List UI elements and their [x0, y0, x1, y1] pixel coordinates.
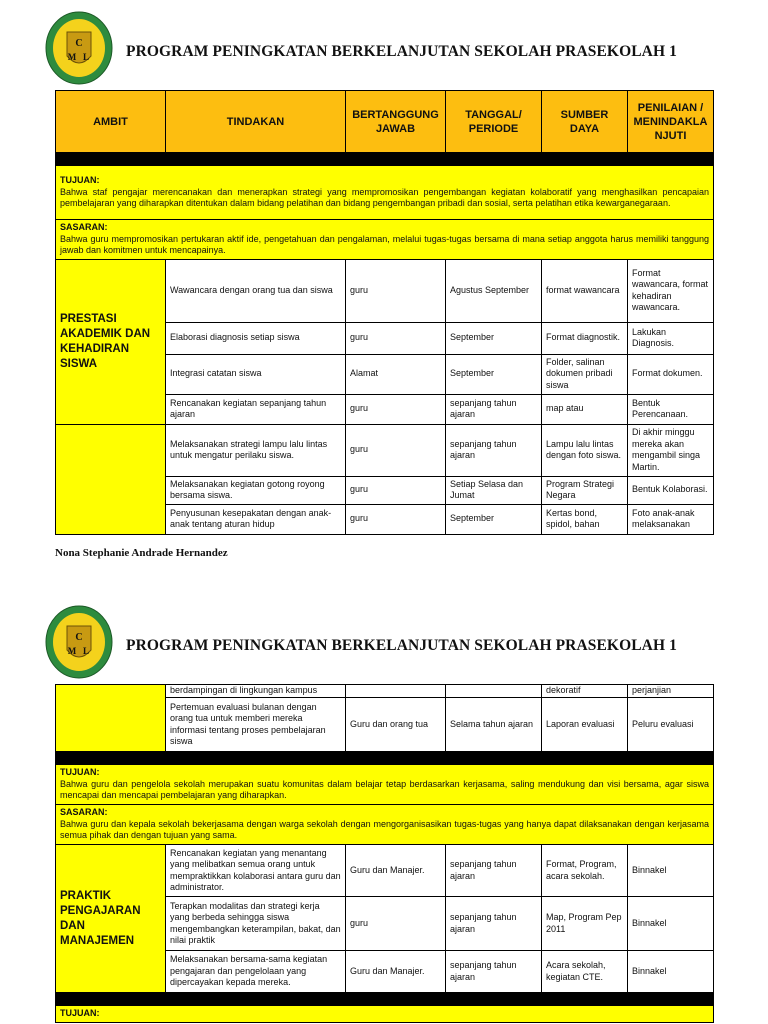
school-logo-icon [44, 10, 114, 86]
responsible-cell: guru [346, 504, 446, 534]
logo-initial-c: C [75, 38, 83, 49]
evaluation-cell: perjanjian [628, 685, 714, 698]
ambit-cell-continued [56, 424, 166, 534]
col-header-penilaian: PENILAIAN / MENINDAKLA NJUTI [628, 91, 714, 153]
svg-text:C: C [75, 632, 83, 643]
ambit-cell: PRESTASI AKADEMIK DAN KEHADIRAN SISWA [56, 259, 166, 424]
responsible-cell: guru [346, 259, 446, 322]
sasaran-text: Bahwa guru dan kepala sekolah bekerjasama dengan warga sekolah dengan mengorganisasikan tugas-tugas yang hanya dapat dilaksanakan dengan kerjasama semua pihak dan dengan tujuan yang sama. [60, 818, 709, 841]
resource-cell: Acara sekolah, kegiatan CTE. [542, 951, 628, 993]
evaluation-cell: Lakukan Diagnosis. [628, 322, 714, 354]
responsible-cell: guru [346, 897, 446, 951]
resource-cell: Map, Program Pep 2011 [542, 897, 628, 951]
evaluation-cell: Bentuk Perencanaan. [628, 394, 714, 424]
tujuan-label: TUJUAN: [60, 175, 100, 186]
period-cell: Setiap Selasa dan Jumat [446, 476, 542, 504]
tindakan-cell: Melaksanakan kegiatan gotong royong bersama siswa. [166, 476, 346, 504]
table-row [56, 845, 714, 897]
responsible-cell: guru [346, 322, 446, 354]
table-row [56, 685, 714, 698]
document-title: PROGRAM PENINGKATAN BERKELANJUTAN SEKOLAH PRASEKOLAH 1 [126, 637, 677, 654]
section-divider [56, 153, 714, 166]
svg-text:L: L [82, 52, 90, 62]
tindakan-cell: Elaborasi diagnosis setiap siswa [166, 322, 346, 354]
resource-cell: Program Strategi Negara [542, 476, 628, 504]
page-header [0, 10, 768, 90]
period-cell: sepanjang tahun ajaran [446, 394, 542, 424]
evaluation-cell: Binnakel [628, 845, 714, 897]
table-row [56, 424, 714, 476]
tindakan-cell: Integrasi catatan siswa [166, 354, 346, 394]
evaluation-cell: Foto anak-anak melaksanakan [628, 504, 714, 534]
sasaran-row [56, 220, 714, 260]
period-cell: September [446, 504, 542, 534]
document-title: PROGRAM PENINGKATAN BERKELANJUTAN SEKOLAH PRASEKOLAH 1 [126, 43, 677, 60]
period-cell [446, 685, 542, 698]
tujuan-row [56, 166, 714, 220]
svg-text:M: M [67, 52, 77, 62]
evaluation-cell: Format dokumen. [628, 354, 714, 394]
resource-cell: Laporan evaluasi [542, 698, 628, 752]
ambit-cell: PRAKTIK PENGAJARAN DAN MANAJEMEN [56, 845, 166, 993]
col-header-bertanggung-jawab: BERTANGGUNG JAWAB [346, 91, 446, 153]
resource-cell: dekoratif [542, 685, 628, 698]
responsible-cell [346, 685, 446, 698]
responsible-cell: Guru dan Manajer. [346, 951, 446, 993]
tujuan-row [56, 1006, 714, 1023]
tindakan-cell: Wawancara dengan orang tua dan siswa [166, 259, 346, 322]
evaluation-cell: Di akhir minggu mereka akan mengambil singa Martin. [628, 424, 714, 476]
tindakan-cell: Melaksanakan bersama-sama kegiatan pengajaran dan pengelolaan yang dipercayakan kepada mereka. [166, 951, 346, 993]
tindakan-cell: Terapkan modalitas dan strategi kerja yang berbeda sehingga siswa mengembangkan keterampilan, bakat, dan nilai praktik [166, 897, 346, 951]
col-header-tindakan: TINDAKAN [166, 91, 346, 153]
resource-cell: Folder, salinan dokumen pribadi siswa [542, 354, 628, 394]
table-header-row [56, 91, 714, 153]
resource-cell: format wawancara [542, 259, 628, 322]
svg-text:M: M [67, 646, 77, 656]
responsible-cell: guru [346, 424, 446, 476]
tindakan-cell: Rencanakan kegiatan yang menantang yang melibatkan semua orang untuk mempraktikkan kolaborasi antara guru dan administrator. [166, 845, 346, 897]
evaluation-cell: Bentuk Kolaborasi. [628, 476, 714, 504]
table-row [56, 259, 714, 322]
period-cell: sepanjang tahun ajaran [446, 845, 542, 897]
col-header-tanggal: TANGGAL/ PERIODE [446, 91, 542, 153]
evaluation-cell: Binnakel [628, 951, 714, 993]
sasaran-label: SASARAN: [60, 222, 108, 232]
period-cell: sepanjang tahun ajaran [446, 424, 542, 476]
section-divider [56, 993, 714, 1006]
evaluation-cell: Peluru evaluasi [628, 698, 714, 752]
tindakan-cell: berdampingan di lingkungan kampus [166, 685, 346, 698]
school-logo-icon [44, 604, 114, 680]
tujuan-label: TUJUAN: [60, 1008, 100, 1018]
period-cell: September [446, 322, 542, 354]
period-cell: Agustus September [446, 259, 542, 322]
tindakan-cell: Penyusunan kesepakatan dengan anak-anak tentang aturan hidup [166, 504, 346, 534]
col-header-ambit: AMBIT [56, 91, 166, 153]
period-cell: sepanjang tahun ajaran [446, 897, 542, 951]
resource-cell: Kertas bond, spidol, bahan [542, 504, 628, 534]
sasaran-row [56, 805, 714, 845]
program-table-page-2 [55, 684, 714, 1023]
ambit-cell-continued [56, 685, 166, 752]
tindakan-cell: Pertemuan evaluasi bulanan dengan orang tua untuk memberi mereka informasi tentang proses pembelajaran siswa [166, 698, 346, 752]
tindakan-cell: Rencanakan kegiatan sepanjang tahun ajaran [166, 394, 346, 424]
resource-cell: map atau [542, 394, 628, 424]
col-header-sumber-daya: SUMBER DAYA [542, 91, 628, 153]
responsible-cell: Guru dan Manajer. [346, 845, 446, 897]
evaluation-cell: Binnakel [628, 897, 714, 951]
period-cell: Selama tahun ajaran [446, 698, 542, 752]
period-cell: sepanjang tahun ajaran [446, 951, 542, 993]
tujuan-row [56, 765, 714, 805]
sasaran-text: Bahwa guru mempromosikan pertukaran aktif ide, pengetahuan dan pengalaman, melalui tugas-tugas bersama di mana setiap anggota harus memiliki tanggung jawab dan komitmen untuk mencapainya. [60, 233, 709, 255]
evaluation-cell: Format wawancara, format kehadiran wawancara. [628, 259, 714, 322]
tujuan-text: Bahwa staf pengajar merencanakan dan menerapkan strategi yang mempromosikan pengembangan kegiatan kolaboratif yang menghasilkan pencapaian pembelajaran yang diharapkan ditentukan dalam bidang pelatihan dan bidang pengembangan pribadi dan sosial, serta pelatihan etika kewarganegaraan. [60, 186, 709, 209]
tujuan-text: Bahwa guru dan pengelola sekolah merupakan suatu komunitas dalam belajar tetap berdasarkan kerjasama, saling mendukung dan visi bersama, agar siswa mencapai dan mencapai pembelajaran yang diharapkan. [60, 778, 709, 801]
resource-cell: Format, Program, acara sekolah. [542, 845, 628, 897]
author-name: Nona Stephanie Andrade Hernandez [55, 547, 228, 559]
tindakan-cell: Melaksanakan strategi lampu lalu lintas untuk mengatur perilaku siswa. [166, 424, 346, 476]
period-cell: September [446, 354, 542, 394]
section-divider [56, 752, 714, 765]
program-table-page-1 [55, 90, 714, 535]
sasaran-label: SASARAN: [60, 807, 108, 818]
responsible-cell: Alamat [346, 354, 446, 394]
resource-cell: Lampu lalu lintas dengan foto siswa. [542, 424, 628, 476]
svg-text:L: L [82, 646, 90, 656]
responsible-cell: guru [346, 394, 446, 424]
responsible-cell: Guru dan orang tua [346, 698, 446, 752]
resource-cell: Format diagnostik. [542, 322, 628, 354]
tujuan-label: TUJUAN: [60, 767, 100, 778]
responsible-cell: guru [346, 476, 446, 504]
page-header [0, 604, 768, 684]
